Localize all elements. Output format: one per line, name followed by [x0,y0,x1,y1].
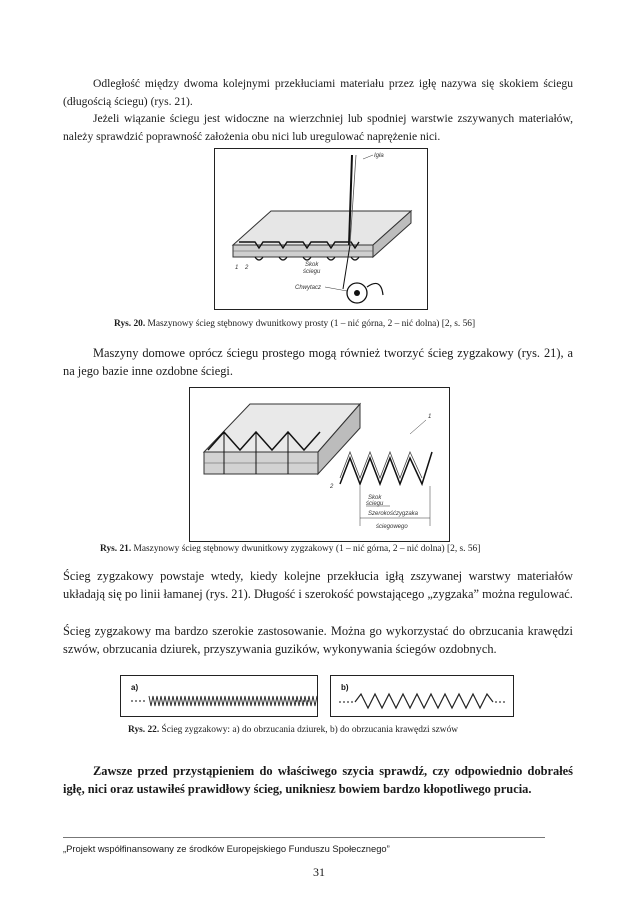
label-thread-2: 2 [330,484,334,490]
wide-zigzag-illustration [331,676,513,716]
paragraph-zigzag-uses: Ścieg zygzakowy ma bardzo szerokie zastosowanie. Można go wykorzystać do obrzucania krawędzi szwów, obrzucania dziurek, przyszywania guzików, wykonywania ściegów ozdobnych. [63,624,573,656]
label-zigzag-width-1: Szerokość [368,511,397,517]
label-thread-2: 2 [245,265,249,271]
figure-22-panel-a [120,675,318,717]
page-number: 31 [313,865,325,879]
label-thread-1: 1 [428,414,432,420]
label-hook: Chwytacz [295,285,322,291]
figure-22-panel-b [330,675,514,717]
label-zigzag-width-3: ściegowego [376,524,408,530]
paragraph-thread-tension: Jeżeli wiązanie ściegu jest widoczne na wierzchniej lub spodniej warstwie zszywanych materiałów, należy sprawdzić poprawność założenia obu nici lub uregulować naprężenie nici. [63,112,573,143]
zigzag-stitch-illustration [190,388,449,541]
label-thread-1: 1 [235,265,239,271]
footer-divider [63,837,545,838]
figure-21-caption: Rys. 21. Maszynowy ścieg stębnowy dwunitkowy zygzakowy (1 – nić górna, 2 – nić dolna) [2, s. 56] [100,544,481,554]
straight-stitch-illustration [215,149,427,309]
paragraph-stitch-length: Odległość między dwoma kolejnymi przekłuciami materiału przez igłę nazywa się skokiem ściegu (długością ściegu) (rys. 21). [63,77,573,108]
footer-project-note: „Projekt współfinansowany ze środków Europejskiego Funduszu Społecznego” [63,843,390,854]
paragraph-zigzag-intro: Maszyny domowe oprócz ściegu prostego mogą również tworzyć ścieg zygzakowy (rys. 21), a na jego bazie inne ozdobne ściegi. [63,346,573,378]
label-needle: Igła [374,153,384,159]
panel-a-label: a) [131,683,139,692]
figure-21-zigzag-stitch [189,387,450,542]
panel-b-label: b) [341,683,349,692]
figure-20-straight-stitch [214,148,428,310]
figure-22-caption: Rys. 22. Ścieg zygzakowy: a) do obrzucania dziurek, b) do obrzucania krawędzi szwów [128,725,459,735]
label-zigzag-width-2: zygzaka [396,511,419,517]
paragraph-zigzag-formation: Ścieg zygzakowy powstaje wtedy, kiedy kolejne przekłucia igłą zszywanej warstwy materiałów układają się po linii łamanej (rys. 21). Długość i szerokość powstającego „zygzaka” można regulować. [63,569,573,601]
label-stitch-length-1: Skok [305,262,319,268]
label-stitch-length-2: ściegu [366,501,384,507]
dense-zigzag-illustration [121,676,317,716]
figure-20-caption: Rys. 20. Maszynowy ścieg stębnowy dwunitkowy prosty (1 – nić górna, 2 – nić dolna) [2, s. 56] [114,319,476,329]
paragraph-warning: Zawsze przed przystąpieniem do właściwego szycia sprawdź, czy odpowiednio dobrałeś igłę, nici oraz ustawiłeś prawidłowy ścieg, unikniesz bowiem bardzo kłopotliwego prucia. [63,764,573,796]
label-stitch-length-2: ściegu [303,269,321,275]
label-stitch-length-1: Skok [368,495,382,501]
